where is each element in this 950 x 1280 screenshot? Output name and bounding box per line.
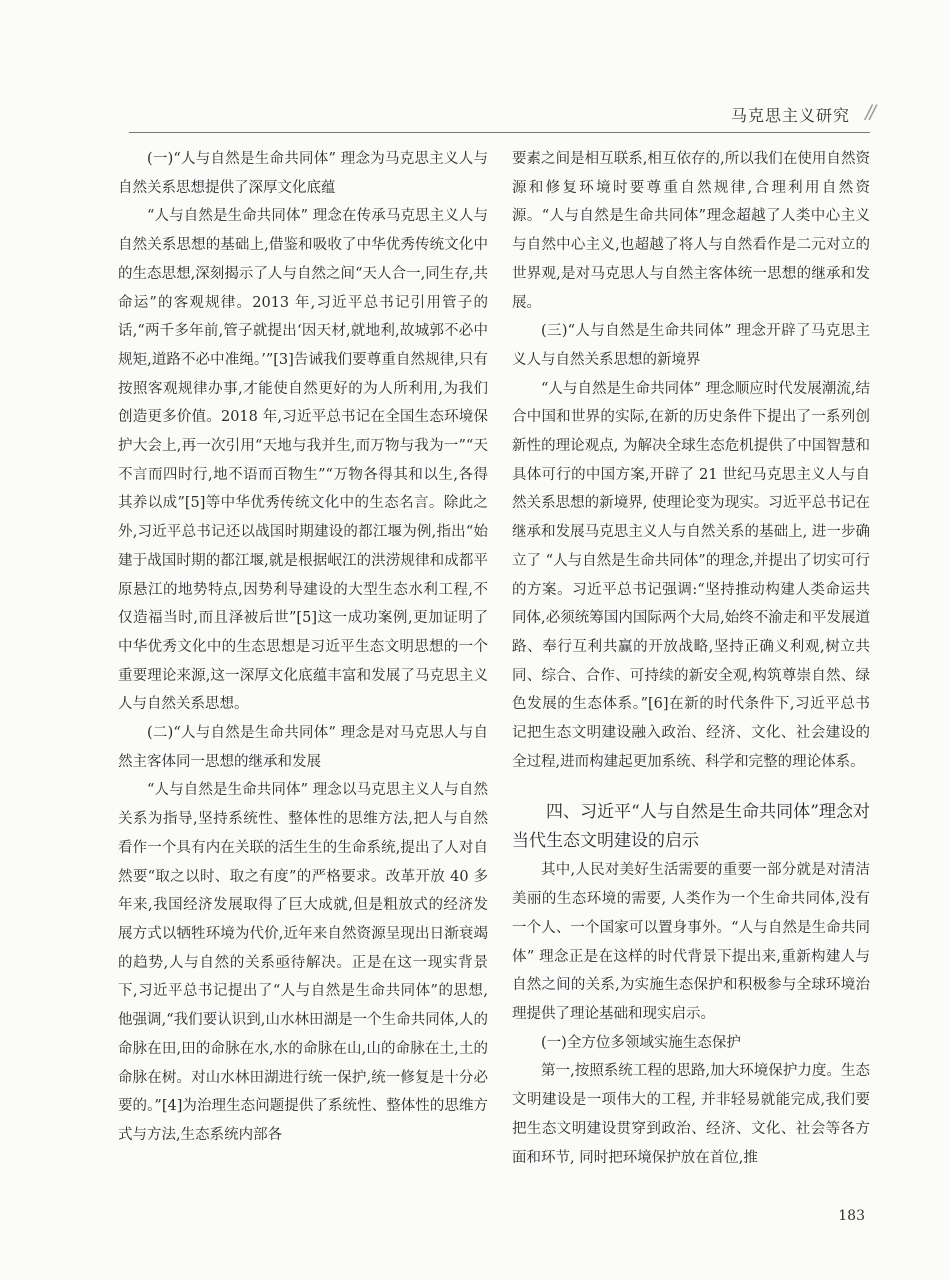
body-paragraph: “人与自然是生命共同体” 理念以马克思主义人与自然关系为指导,坚持系统性、整体性的思维方法,把人与自然看作一个具有内在关联的活生生的生命系统,提出了人对自然要“取之以时、取之有度”的严格要求。改革开放 40 多年来,我国经济发展取得了巨大成就,但是粗放式的经济发展方式以牺牲环境为代价,近年来自然资源呈现出日渐衰竭的趋势,人与自然的关系亟待解决。正是在这一现实背景下,习近平总书记提出了“人与自然是生命共同体”的思想,他强调,“我们要认识到,山水林田湖是一个生命共同体,人的命脉在田,田的命脉在水,水的命脉在山,山的命脉在土,土的命脉在树。对山水林田湖进行统一保护,统一修复是十分必要的。”[4]为治理生态问题提供了系统性、整体性的思维方式与方法,生态系统内部各 — [118, 782, 488, 1143]
section-subheading: (二)“人与自然是生命共同体” 理念是对马克思人与自然主客体同一思想的继承和发展 — [118, 725, 488, 770]
journal-title: 马克思主义研究 — [730, 106, 850, 125]
header-slashes-decoration: // — [865, 101, 874, 123]
body-paragraph: “人与自然是生命共同体” 理念顺应时代发展潮流,结合中国和世界的实际,在新的历史条件下提出了一系列创新性的理论观点, 为解决全球生态危机提供了中国智慧和具体可行的中国方案,开辟了 21 世纪马克思主义人与自然关系思想的新境界, 使理论变为现实。习近平总书记在继承和发展马克思主义人与自然关系的基础上, 进一步确立了 “人与自然是生命共同体”的理念,并提出了切实可行的方案。习近平总书记强调:“坚持推动构建人类命运共同体,必须统筹国内国际两个大局,始终不渝走和平发展道路、奉行互利共赢的开放战略,坚持正确义利观,树立共同、综合、合作、可持续的新安全观,构筑尊崇自然、绿色发展的生态体系。”[6]在新的时代条件下,习近平总书记把生态文明建设融入政治、经济、文化、社会建设的全过程,进而构建起更加系统、科学和完整的理论体系。 — [512, 380, 870, 770]
body-paragraph: 第一,按照系统工程的思路,加大环境保护力度。生态文明建设是一项伟大的工程, 并非轻易就能完成,我们要把生态文明建设贯穿到政治、经济、文化、社会等各方面和环节, 同时把环境保护放在首位,推 — [512, 1063, 870, 1166]
section-heading: 四、习近平“人与自然是生命共同体”理念对当代生态文明建设的启示 — [512, 802, 870, 852]
right-column — [512, 145, 870, 1172]
body-paragraph: 其中,人民对美好生活需要的重要一部分就是对清洁美丽的生态环境的需要, 人类作为一个生命共同体,没有一个人、一个国家可以置身事外。“人与自然是生命共同体” 理念正是在这样的时代背景下提出来,重新构建人与自然之间的关系,为实施生态保护和积极参与全球环境治理提供了理论基础和现实启示。 — [512, 862, 870, 1022]
section-subheading: (一)全方位多领域实施生态保护 — [541, 1034, 741, 1051]
body-paragraph-continued: 要素之间是相互联系,相互依存的,所以我们在使用自然资源和修复环境时要尊重自然规律,合理利用自然资源。“人与自然是生命共同体”理念超越了人类中心主义与自然中心主义,也超越了将人与自然看作是二元对立的世界观,是对马克思人与自然主客体统一思想的继承和发展。 — [512, 151, 870, 311]
page-header — [0, 0, 950, 132]
section-subheading: (三)“人与自然是生命共同体” 理念开辟了马克思主义人与自然关系思想的新境界 — [512, 323, 870, 368]
page-number: 183 — [838, 1208, 865, 1224]
body-paragraph: “人与自然是生命共同体” 理念在传承马克思主义人与自然关系思想的基础上,借鉴和吸收了中华优秀传统文化中的生态思想,深刻揭示了人与自然之间“天人合一,同生存,共命运”的客观规律。2013 年,习近平总书记引用管子的话,“两千多年前,管子就提出‘因天材,就地利,故城郭不必中规矩,道路不必中准绳。’”[3]告诫我们要尊重自然规律,只有按照客观规律办事,才能使自然更好的为人所利用,为我们创造更多价值。2018 年,习近平总书记在全国生态环境保护大会上,再一次引用“天地与我并生,而万物与我为一”“天不言而四时行,地不语而百物生”“万物各得其和以生,各得其养以成”[5]等中华优秀传统文化中的生态名言。除此之外,习近平总书记还以战国时期建设的都江堰为例,指出“始建于战国时期的都江堰,就是根据岷江的洪涝规律和成都平原悬江的地势特点,因势利导建设的大型生态水利工程,不仅造福当时,而且泽被后世”[5]这一成功案例,更加证明了中华优秀文化中的生态思想是习近平生态文明思想的一个重要理论来源,这一深厚文化底蕴丰富和发展了马克思主义人与自然关系思想。 — [118, 208, 488, 713]
left-column — [118, 145, 488, 1150]
header-rule — [129, 132, 870, 133]
section-subheading: (一)“人与自然是生命共同体” 理念为马克思主义人与自然关系思想提供了深厚文化底蕴 — [118, 151, 488, 196]
